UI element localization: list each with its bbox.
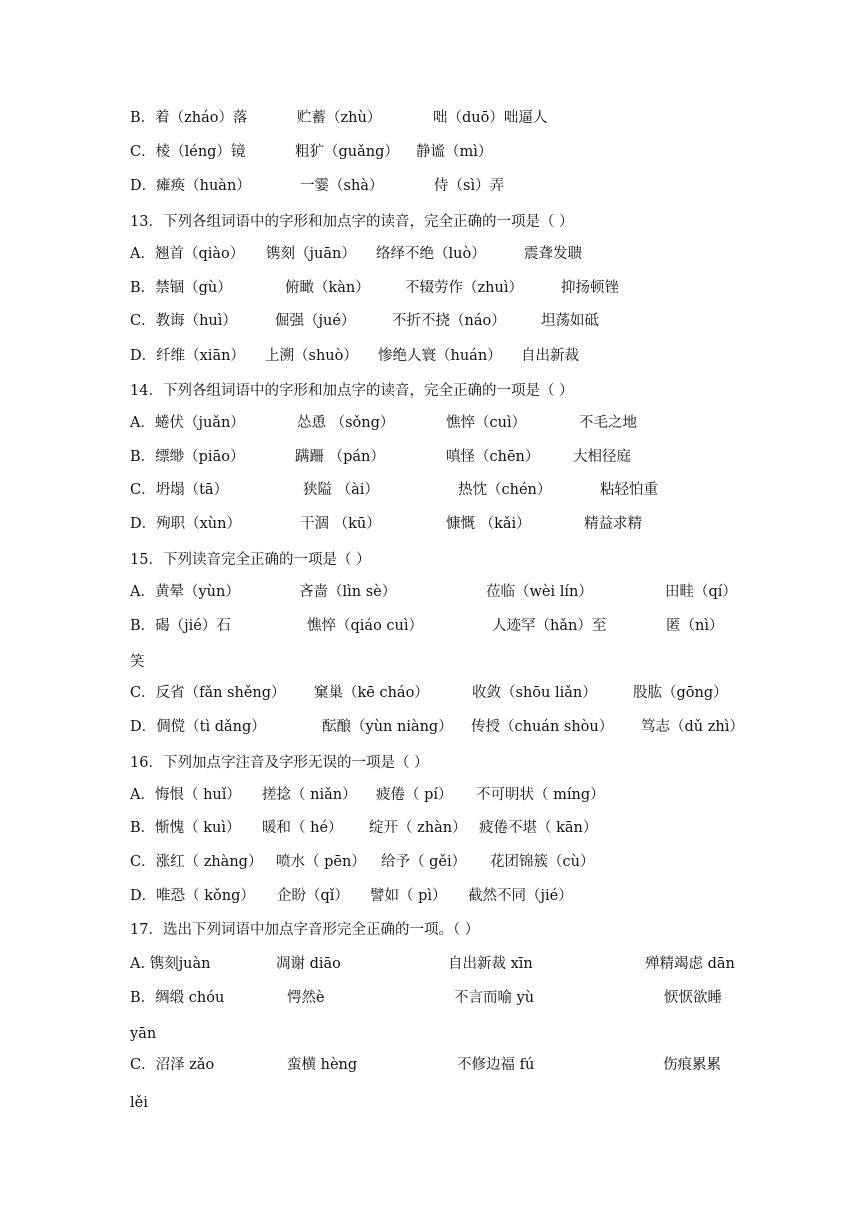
text-line	[0, 207, 860, 237]
text-line	[0, 813, 860, 843]
text-segment: 莅临（wèi lín）	[486, 584, 593, 600]
text-segment: 粗犷（guǎng）	[295, 144, 399, 160]
text-segment: 一霎（shà）	[300, 178, 384, 194]
text-line	[0, 1050, 860, 1080]
text-segment: 俯瞰（kàn）	[285, 280, 370, 296]
text-line	[0, 442, 860, 472]
text-segment: A．黄晕（yùn）	[130, 584, 240, 600]
text-segment: 粘轻怕重	[600, 482, 658, 498]
text-segment: 匿（nì）	[666, 618, 724, 634]
text-line	[0, 1019, 860, 1049]
text-segment: 嗔怪（chēn）	[446, 449, 540, 465]
text-line	[0, 611, 860, 641]
text-line	[0, 239, 860, 269]
text-segment: 贮蓄（zhù）	[297, 110, 382, 126]
text-line	[0, 408, 860, 438]
text-segment: A．翘首（qiào）	[130, 246, 245, 262]
text-segment: D．唯恐（ kǒng）	[130, 888, 255, 904]
text-segment: 震聋发聩	[524, 246, 582, 262]
text-segment: 窠巢（kē cháo）	[314, 685, 429, 701]
text-line	[0, 780, 860, 810]
text-segment: 咄（duō）咄逼人	[433, 110, 548, 126]
text-segment: 喷水（ pēn）	[276, 854, 366, 870]
text-segment: 企盼（qǐ）	[277, 888, 349, 904]
text-line	[0, 509, 860, 539]
text-segment: B．绸缎 chóu	[130, 990, 225, 1006]
text-segment: A．蜷伏（juǎn）	[130, 415, 245, 431]
text-line	[0, 647, 860, 677]
text-line	[0, 712, 860, 742]
text-segment: 不言而喻 yù	[454, 990, 535, 1006]
text-segment: B．着（zháo）落	[130, 110, 248, 126]
text-line	[0, 748, 860, 778]
text-line	[0, 983, 860, 1013]
text-segment: 花团锦簇（cù）	[490, 854, 595, 870]
text-segment: 譬如（ pì）	[370, 888, 447, 904]
text-segment: 愕然è	[287, 990, 325, 1006]
text-segment: 16．下列加点字注音及字形无误的一项是（ ）	[130, 755, 429, 771]
text-segment: C．棱（léng）镜	[130, 144, 246, 160]
text-line	[0, 103, 860, 133]
text-line	[0, 341, 860, 371]
text-line	[0, 577, 860, 607]
text-segment: 15．下列读音完全正确的一项是（ ）	[130, 552, 371, 568]
text-segment: C．教诲（huì）	[130, 313, 237, 329]
text-segment: 精益求精	[584, 516, 642, 532]
text-segment: B．碣（jié）石	[130, 618, 231, 634]
text-line	[0, 306, 860, 336]
text-segment: C．坍塌（tā）	[130, 482, 229, 498]
text-segment: 截然不同（jié）	[468, 888, 573, 904]
text-segment: D．殉职（xùn）	[130, 516, 241, 532]
text-segment: 疲倦（ pí）	[376, 787, 453, 803]
text-segment: 憔悴（cuì）	[446, 415, 527, 431]
text-segment: 大相径庭	[573, 449, 631, 465]
text-segment: 自出新裁	[521, 348, 579, 364]
text-segment: 给予（ gěi）	[381, 854, 467, 870]
text-segment: B．缥缈（piāo）	[130, 449, 245, 465]
text-segment: 倔强（jué）	[275, 313, 356, 329]
text-line	[0, 881, 860, 911]
text-segment: 不毛之地	[579, 415, 637, 431]
text-segment: 吝啬（lìn sè）	[299, 584, 397, 600]
text-segment: 镌刻（juān）	[266, 246, 356, 262]
text-segment: 殚精竭虑 dān	[645, 956, 735, 972]
text-segment: 热忱（chén）	[458, 482, 552, 498]
text-segment: 憔悴（qiáo cuì）	[307, 618, 423, 634]
text-line	[0, 915, 860, 945]
text-segment: 上溯（shuò）	[265, 348, 358, 364]
text-segment: 蹒跚 （pán）	[295, 449, 385, 465]
text-segment: yān	[130, 1026, 157, 1042]
text-segment: 络绎不绝（luò）	[376, 246, 486, 262]
text-segment: 蛮横 hèng	[287, 1057, 358, 1073]
text-segment: D．纤维（xiān）	[130, 348, 245, 364]
text-segment: C．涨红（ zhàng）	[130, 854, 263, 870]
text-line	[0, 949, 860, 979]
text-segment: 不可明状（ míng）	[476, 787, 605, 803]
text-segment: 田畦（qí）	[665, 584, 737, 600]
text-line	[0, 376, 860, 406]
text-segment: 惨绝人寰（huán）	[378, 348, 502, 364]
text-segment: 收敛（shōu liǎn）	[472, 685, 597, 701]
text-segment: 抑扬顿锉	[561, 280, 619, 296]
text-segment: 笑	[130, 654, 145, 670]
text-segment: 狭隘 （ài）	[303, 482, 379, 498]
text-segment: 慷慨 （kǎi）	[446, 516, 531, 532]
text-segment: A. 镌刻juàn	[130, 956, 211, 972]
text-segment: D．瘫痪（huàn）	[130, 178, 251, 194]
text-segment: 疲倦不堪（ kān）	[479, 820, 598, 836]
text-segment: C．反省（fǎn shěng）	[130, 685, 286, 701]
text-line	[0, 1088, 860, 1118]
text-line	[0, 678, 860, 708]
text-segment: lěi	[130, 1095, 148, 1111]
text-segment: D．倜傥（tì dǎng）	[130, 719, 266, 735]
text-segment: 不折不挠（náo）	[392, 313, 506, 329]
text-segment: 笃志（dǔ zhì）	[641, 719, 744, 735]
text-segment: 绽开（ zhàn）	[369, 820, 467, 836]
text-segment: 坦荡如砥	[541, 313, 599, 329]
text-segment: 不辍劳作（zhuì）	[405, 280, 523, 296]
text-segment: 传授（chuán shòu）	[471, 719, 614, 735]
text-segment: 伤痕累累	[663, 1057, 721, 1073]
text-segment: 13．下列各组词语中的字形和加点字的读音，完全正确的一项是（ ）	[130, 214, 574, 230]
text-segment: 干涸 （kū）	[300, 516, 381, 532]
text-segment: 股肱（gōng）	[633, 685, 728, 701]
text-line	[0, 545, 860, 575]
text-segment: 酝酿（yùn niàng）	[322, 719, 453, 735]
text-segment: 17．选出下列词语中加点字音形完全正确的一项。（ ）	[130, 922, 480, 938]
text-line	[0, 847, 860, 877]
text-segment: 静谧（mì）	[416, 144, 493, 160]
text-segment: 自出新裁 xīn	[448, 956, 533, 972]
text-segment: B．禁锢（gù）	[130, 280, 232, 296]
text-segment: A．悔恨（ huǐ）	[130, 787, 241, 803]
text-segment: 搓捻（ niǎn）	[262, 787, 357, 803]
text-segment: 人迹罕（hǎn）至	[492, 618, 607, 634]
text-segment: 怂恿 （sǒng）	[297, 415, 395, 431]
text-segment: 侍（sì）弄	[434, 178, 505, 194]
text-segment: 14．下列各组词语中的字形和加点字的读音，完全正确的一项是（ ）	[130, 383, 574, 399]
text-segment: 凋谢 diāo	[276, 956, 341, 972]
text-segment: 恹恹欲睡	[664, 990, 722, 1006]
text-line	[0, 171, 860, 201]
text-segment: B．惭愧（ kuì）	[130, 820, 241, 836]
text-line	[0, 475, 860, 505]
text-segment: 不修边福 fú	[457, 1057, 535, 1073]
text-line	[0, 273, 860, 303]
text-segment: C．沼泽 zǎo	[130, 1057, 215, 1073]
text-line	[0, 137, 860, 167]
text-segment: 暖和（ hé）	[262, 820, 343, 836]
